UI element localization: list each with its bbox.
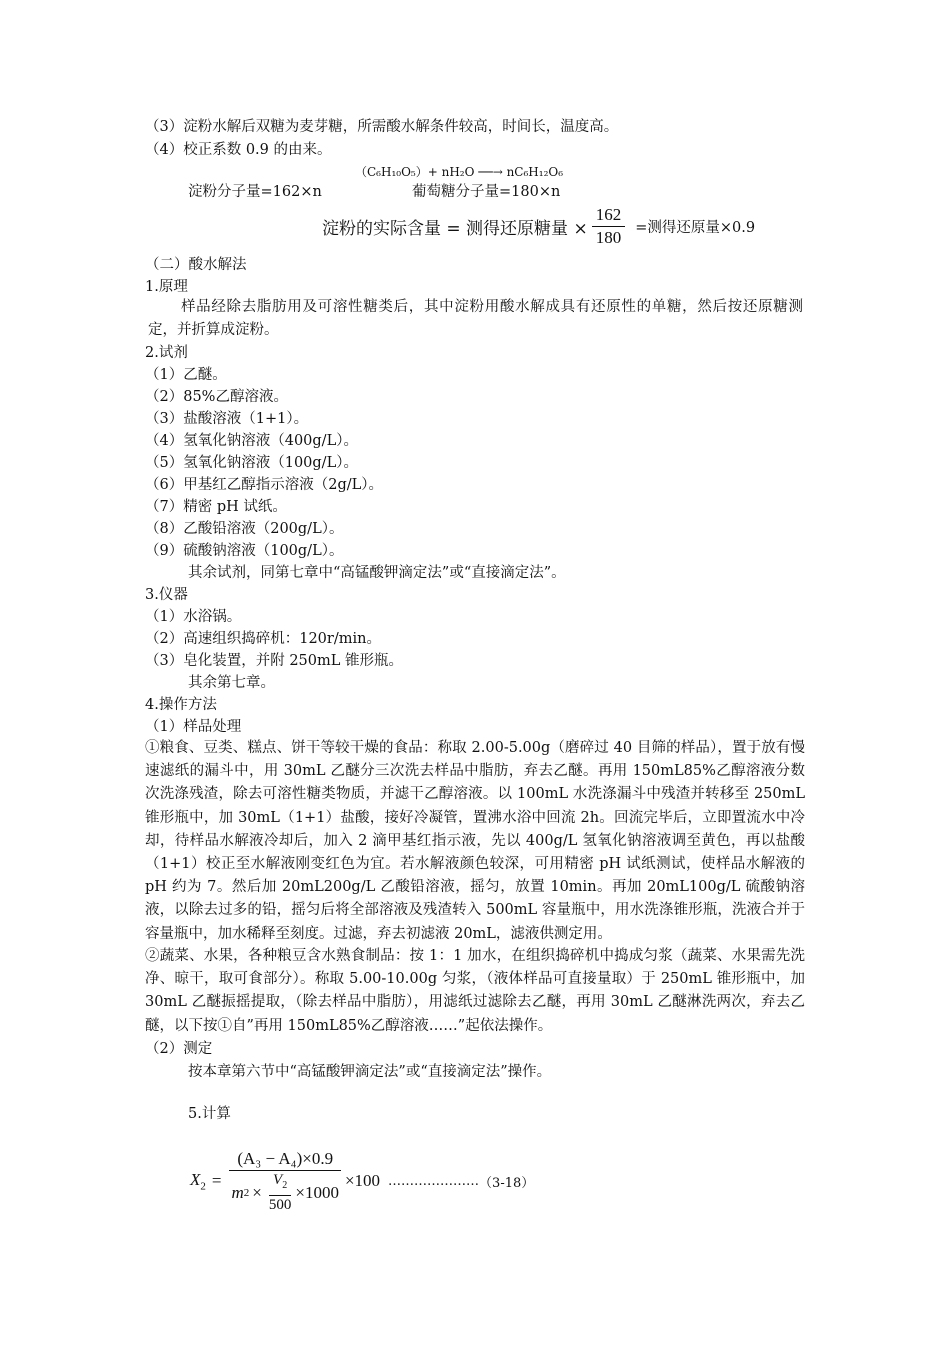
principle-heading: 1.原理 (145, 279, 188, 295)
sample-heading: （1）样品处理 (145, 719, 242, 735)
starch-molecular-weight: 淀粉分子量=162×n (188, 184, 322, 200)
reagent-item: （3）盐酸溶液（1+1）。 (145, 411, 309, 427)
formula-left: 淀粉的实际含量 = 测得还原糖量 × (322, 219, 588, 239)
sample-procedure-vegetables: ②蔬菜、水果，各种粮豆含水熟食制品：按 1：1 加水，在组织捣碎机中捣成匀浆（蔬菜、水果需先洗净、晾干，取可食部分）。称取 5.00-10.00g 匀浆，（液体样品可直接量取）于 250mL 锥形瓶中，加 30mL 乙醚振摇提取，（除去样品中脂肪），用滤纸过滤除去乙醚，再用 30mL 乙醚淋洗两次，弃去乙醚，以下按①自”再用 150mL85%乙醇溶液……”起依法操作。 (145, 948, 805, 1034)
glucose-molecular-weight: 葡萄糖分子量=180×n (412, 184, 561, 200)
calc-heading: 5.计算 (188, 1106, 231, 1122)
eq-number: （3-18） (479, 1175, 535, 1191)
eq-times-100: ×100 (344, 1171, 381, 1190)
formula-denominator: 180 (595, 228, 622, 247)
instruments-heading: 3.仪器 (145, 587, 188, 603)
determination-heading: （2）测定 (145, 1041, 213, 1057)
formula-numerator: 162 (592, 204, 626, 227)
eq-numerator: (A₃ − A₄)×0.9 (229, 1148, 341, 1171)
eq-denominator: m 2 × $\frac{V_2}{500}$ ×1000 (231, 1172, 339, 1213)
reaction-equation: （C₆H₁₀O₅）+ nH₂O ──→ nC₆H₁₂O₆ (355, 165, 564, 179)
formula-right: =测得还原量×0.9 (635, 220, 756, 236)
instrument-item: （2）高速组织捣碎机：120r/min。 (145, 631, 381, 647)
principle-text: 样品经除去脂肪用及可溶性糖类后，其中淀粉用酸水解成具有还原性的单糖，然后按还原糖测定，并折算成淀粉。 (148, 299, 803, 339)
reagent-item: （8）乙酸铅溶液（200g/L）。 (145, 521, 344, 537)
reagent-item: （6）甲基红乙醇指示溶液（2g/L）。 (145, 477, 383, 493)
reagent-item: （5）氢氧化钠溶液（100g/L）。 (145, 455, 358, 471)
formula-fraction (592, 204, 626, 249)
instrument-item: （3）皂化装置，并附 250mL 锥形瓶。 (145, 653, 403, 669)
reagents-heading: 2.试剂 (145, 345, 188, 361)
reagent-item: （4）氢氧化钠溶液（400g/L）。 (145, 433, 358, 449)
determination-text: 按本章第六节中“高锰酸钾滴定法”或“直接滴定法”操作。 (188, 1064, 552, 1080)
calculation-equation: $X_2$ = (A₃ − A₄)×0.9 m 2 × $\frac{V_2}{500}$ ×1000 ×100 ………………… （3-18） (190, 1149, 535, 1213)
method-heading: 4.操作方法 (145, 697, 217, 713)
eq-leader-dots: ………………… (388, 1173, 480, 1189)
eq-fraction (227, 1148, 342, 1214)
correction-formula (322, 204, 755, 249)
reagent-item: （9）硫酸钠溶液（100g/L）。 (145, 543, 344, 559)
reagent-item: （1）乙醚。 (145, 367, 227, 383)
reagents-note: 其余试剂，同第七章中“高锰酸钾滴定法”或“直接滴定法”。 (188, 565, 566, 581)
text-line: （3）淀粉水解后双糖为麦芽糖，所需酸水解条件较高，时间长，温度高。 (145, 119, 619, 135)
instruments-note: 其余第七章。 (188, 675, 275, 691)
sample-procedure-dry-foods: ①粮食、豆类、糕点、饼干等较干燥的食品：称取 2.00-5.00g（磨碎过 40 目筛的样品），置于放有慢速滤纸的漏斗中，用 30mL 乙醚分三次洗去样品中脂肪，弃去乙醚。再用 150mL85%乙醇溶液分数次洗涤残渣，除去可溶性糖类物质，并滤干乙醇溶液。以 100mL 水洗涤漏斗中残渣并转移至 250mL 锥形瓶中，加 30mL（1+1）盐酸，接好冷凝管，置沸水浴中回流 2h。回流完毕后，立即置流水中冷却，待样品水解液冷却后，加入 2 滴甲基红指示液，先以 400g/L 氢氧化钠溶液调至黄色，再以盐酸（1+1）校正至水解液刚变红色为宜。若水解液颜色较深，可用精密 pH 试纸测试，使样品水解液的 pH 约为 7。然后加 20mL200g/L 乙酸铅溶液，摇匀，放置 10min。再加 20mL100g/L 硫酸钠溶液，以除去过多的铅，摇匀后将全部溶液及残渣转入 500mL 容量瓶中，用水洗涤锥形瓶，洗液合并于容量瓶中，加水稀释至刻度。过滤，弃去初滤液 20mL，滤液供测定用。 (145, 740, 805, 942)
section-title: （二）酸水解法 (145, 257, 247, 273)
eq-lhs: $X_2$ (190, 1169, 206, 1193)
reagent-item: （2）85%乙醇溶液。 (145, 389, 288, 405)
reagent-item: （7）精密 pH 试纸。 (145, 499, 287, 515)
text-line: （4）校正系数 0.9 的由来。 (145, 142, 332, 158)
instrument-item: （1）水浴锅。 (145, 609, 242, 625)
